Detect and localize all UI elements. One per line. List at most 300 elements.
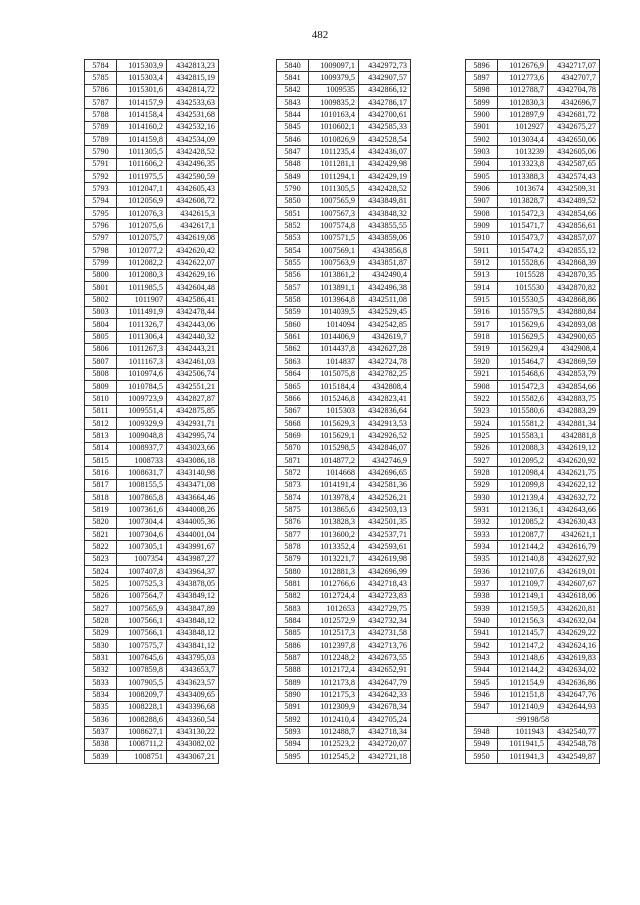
x-coordinate-cell: 1012773,6	[498, 72, 548, 84]
y-coordinate-cell: 4342724,78	[359, 356, 411, 368]
point-number-cell: 5796	[85, 220, 117, 232]
point-number-cell: 5922	[466, 393, 498, 405]
table-row	[466, 393, 600, 405]
y-coordinate-cell: 4342581,36	[359, 479, 411, 491]
x-coordinate-cell: 1012145,7	[498, 627, 548, 639]
y-coordinate-cell: 4343653,7	[167, 664, 219, 676]
x-coordinate-cell: 1013828,7	[498, 195, 548, 207]
y-coordinate-cell: 4343360,54	[167, 714, 219, 726]
y-coordinate-cell: 4343847,89	[167, 603, 219, 615]
y-coordinate-cell: 4342808,4	[359, 380, 411, 392]
y-coordinate-cell: 4342853,79	[548, 368, 600, 380]
point-number-cell: 5807	[85, 356, 117, 368]
y-coordinate-cell: 4342629,22	[548, 627, 600, 639]
table-row	[85, 738, 219, 750]
x-coordinate-cell: 1012140,8	[498, 553, 548, 565]
y-coordinate-cell: 4342836,64	[359, 405, 411, 417]
table-row	[85, 714, 219, 726]
x-coordinate-cell: 1012144,2	[498, 664, 548, 676]
x-coordinate-cell: 1015303,4	[117, 72, 167, 84]
y-coordinate-cell: 4342856,61	[548, 220, 600, 232]
point-number-cell: 5880	[277, 566, 309, 578]
table-row	[85, 245, 219, 257]
x-coordinate-cell: 1007571,5	[309, 232, 359, 244]
point-number-cell: 5815	[85, 455, 117, 467]
point-number-cell: 5885	[277, 627, 309, 639]
y-coordinate-cell: 4343023,66	[167, 442, 219, 454]
y-coordinate-cell: 4343849,12	[167, 590, 219, 602]
point-number-cell: 5787	[85, 97, 117, 109]
table-row	[466, 566, 600, 578]
point-number-cell: 5795	[85, 208, 117, 220]
table-row	[85, 652, 219, 664]
x-coordinate-cell: 1011306,4	[117, 331, 167, 343]
table-row	[85, 195, 219, 207]
table-row	[277, 109, 411, 121]
x-coordinate-cell: 1012676,9	[498, 60, 548, 72]
point-number-cell: 5913	[466, 269, 498, 281]
y-coordinate-cell: 4342870,35	[548, 269, 600, 281]
y-coordinate-cell: 4342704,78	[548, 84, 600, 96]
y-coordinate-cell: 4342506,74	[167, 368, 219, 380]
point-number-cell: 5882	[277, 590, 309, 602]
point-number-cell: 5883	[277, 603, 309, 615]
y-coordinate-cell: 4342619,08	[167, 232, 219, 244]
x-coordinate-cell: 1013352,4	[309, 541, 359, 553]
table-row	[277, 640, 411, 652]
y-coordinate-cell: 4342604,48	[167, 282, 219, 294]
table-row	[466, 455, 600, 467]
table-row	[277, 146, 411, 158]
y-coordinate-cell: 4342866,12	[359, 84, 411, 96]
y-coordinate-cell: 4342786,17	[359, 97, 411, 109]
point-number-cell: 5904	[466, 158, 498, 170]
x-coordinate-cell: 1007645,6	[117, 652, 167, 664]
y-coordinate-cell: 4342429,19	[359, 171, 411, 183]
table-row	[277, 356, 411, 368]
point-number-cell: 5937	[466, 578, 498, 590]
point-number-cell: 5915	[466, 294, 498, 306]
x-coordinate-cell: 1015629,4	[498, 343, 548, 355]
y-coordinate-cell: 4344008,26	[167, 504, 219, 516]
x-coordinate-cell: 1015528	[498, 269, 548, 281]
table-row	[277, 627, 411, 639]
x-coordinate-cell: 1011294,1	[309, 171, 359, 183]
x-coordinate-cell: 1012788,7	[498, 84, 548, 96]
x-coordinate-cell: 1012082,2	[117, 257, 167, 269]
x-coordinate-cell: 1013828,3	[309, 516, 359, 528]
point-number-cell: 5948	[466, 726, 498, 738]
y-coordinate-cell: 4342617,1	[167, 220, 219, 232]
x-coordinate-cell: 1011267,3	[117, 343, 167, 355]
x-coordinate-cell: 1009835,2	[309, 97, 359, 109]
point-number-cell: 5813	[85, 430, 117, 442]
table-row	[466, 504, 600, 516]
table-row	[466, 380, 600, 392]
y-coordinate-cell: 4342681,72	[548, 109, 600, 121]
table-row	[466, 109, 600, 121]
y-coordinate-cell: 4342621,1	[548, 529, 600, 541]
point-number-cell: 5808	[85, 368, 117, 380]
x-coordinate-cell: 1012724,4	[309, 590, 359, 602]
point-number-cell: 5790	[277, 183, 309, 195]
table-row	[277, 134, 411, 146]
point-number-cell: 5916	[466, 306, 498, 318]
y-coordinate-cell: 4342624,16	[548, 640, 600, 652]
point-number-cell: 5908	[466, 208, 498, 220]
point-number-cell: 5888	[277, 664, 309, 676]
point-number-cell: 5850	[277, 195, 309, 207]
table-row	[85, 158, 219, 170]
y-coordinate-cell: 4342718,34	[359, 726, 411, 738]
y-coordinate-cell: 4344005,36	[167, 516, 219, 528]
y-coordinate-cell: 4342620,92	[548, 455, 600, 467]
point-number-cell: 5881	[277, 578, 309, 590]
point-number-cell: 5914	[466, 282, 498, 294]
y-coordinate-cell: 4342870,82	[548, 282, 600, 294]
table-row	[85, 171, 219, 183]
table-row	[466, 751, 600, 763]
y-coordinate-cell: 4342700,61	[359, 109, 411, 121]
point-number-cell: 5816	[85, 467, 117, 479]
x-coordinate-cell: 1009551,4	[117, 405, 167, 417]
point-number-cell: 5911	[466, 245, 498, 257]
y-coordinate-cell: 4342869,59	[548, 356, 600, 368]
point-number-cell: 5822	[85, 541, 117, 553]
point-number-cell: 5810	[85, 393, 117, 405]
y-coordinate-cell: 4342854,66	[548, 208, 600, 220]
x-coordinate-cell: 1007563,9	[309, 257, 359, 269]
y-coordinate-cell: 4343086,18	[167, 455, 219, 467]
y-coordinate-cell: 4342489,52	[548, 195, 600, 207]
table-row	[277, 208, 411, 220]
table-row	[85, 442, 219, 454]
table-row	[277, 417, 411, 429]
table-row	[277, 195, 411, 207]
point-number-cell: 5794	[85, 195, 117, 207]
table-row	[85, 726, 219, 738]
x-coordinate-cell: 1011305,5	[117, 146, 167, 158]
table-row	[85, 677, 219, 689]
page-number: 482	[311, 29, 329, 41]
table-row	[277, 689, 411, 701]
table-row	[277, 492, 411, 504]
point-number-cell: 5854	[277, 245, 309, 257]
point-number-cell: 5853	[277, 232, 309, 244]
y-coordinate-cell: 4342501,35	[359, 516, 411, 528]
table-row	[466, 195, 600, 207]
point-number-cell: 5823	[85, 553, 117, 565]
table-row	[85, 492, 219, 504]
table-row	[277, 504, 411, 516]
point-number-cell: 5838	[85, 738, 117, 750]
table-row	[466, 529, 600, 541]
y-coordinate-cell: 4343623,57	[167, 677, 219, 689]
y-coordinate-cell: 4342605,43	[167, 183, 219, 195]
table-row	[277, 232, 411, 244]
x-coordinate-cell: 1012572,9	[309, 615, 359, 627]
x-coordinate-cell: 1012154,9	[498, 677, 548, 689]
point-number-cell: 5797	[85, 232, 117, 244]
y-coordinate-cell: 4342440,32	[167, 331, 219, 343]
table-row	[466, 553, 600, 565]
table-row	[466, 726, 600, 738]
point-number-cell: 5895	[277, 751, 309, 763]
table-row	[85, 146, 219, 158]
table-row	[466, 516, 600, 528]
y-coordinate-cell: 4342696,99	[359, 566, 411, 578]
x-coordinate-cell: 1013861,2	[309, 269, 359, 281]
x-coordinate-cell: 1012653	[309, 603, 359, 615]
point-number-cell: 5840	[277, 60, 309, 72]
y-coordinate-cell: 4342428,52	[359, 183, 411, 195]
x-coordinate-cell: 1012175,3	[309, 689, 359, 701]
x-coordinate-cell: 1007574,8	[309, 220, 359, 232]
point-number-cell: 5894	[277, 738, 309, 750]
x-coordinate-cell: 1014159,8	[117, 134, 167, 146]
point-number-cell: 5924	[466, 417, 498, 429]
y-coordinate-cell: 4344001,04	[167, 529, 219, 541]
table-row	[85, 405, 219, 417]
x-coordinate-cell: 1015583,1	[498, 430, 548, 442]
table-row	[277, 257, 411, 269]
x-coordinate-cell: 1008155,5	[117, 479, 167, 491]
x-coordinate-cell: 1007304,4	[117, 516, 167, 528]
point-number-cell: 5855	[277, 257, 309, 269]
table-row	[466, 158, 600, 170]
x-coordinate-cell: 1013674	[498, 183, 548, 195]
x-coordinate-cell: 1007565,9	[117, 603, 167, 615]
point-number-cell: 5906	[466, 183, 498, 195]
point-number-cell: 5886	[277, 640, 309, 652]
x-coordinate-cell: 1012410,4	[309, 714, 359, 726]
y-coordinate-cell: 4342593,61	[359, 541, 411, 553]
table-row	[277, 553, 411, 565]
x-coordinate-cell: 1015528,6	[498, 257, 548, 269]
x-coordinate-cell: 1012140,9	[498, 701, 548, 713]
x-coordinate-cell: 1015303,9	[117, 60, 167, 72]
y-coordinate-cell: 4342511,08	[359, 294, 411, 306]
table-row	[85, 393, 219, 405]
point-number-cell: 5847	[277, 146, 309, 158]
x-coordinate-cell: 1012095,2	[498, 455, 548, 467]
y-coordinate-cell: 4342461,03	[167, 356, 219, 368]
y-coordinate-cell: 4343841,12	[167, 640, 219, 652]
y-coordinate-cell: 4343396,68	[167, 701, 219, 713]
table-row	[466, 134, 600, 146]
table-row	[85, 208, 219, 220]
y-coordinate-cell: 4342696,7	[548, 97, 600, 109]
y-coordinate-cell: 4343067,21	[167, 751, 219, 763]
y-coordinate-cell: 4342429,98	[359, 158, 411, 170]
y-coordinate-cell: 4343878,05	[167, 578, 219, 590]
x-coordinate-cell: 1014837	[309, 356, 359, 368]
y-coordinate-cell: 4343987,27	[167, 553, 219, 565]
table-row	[277, 121, 411, 133]
coordinates-table-middle	[276, 59, 411, 764]
table-row	[466, 208, 600, 220]
y-coordinate-cell: 4342590,59	[167, 171, 219, 183]
x-coordinate-cell: 1015579,5	[498, 306, 548, 318]
point-number-cell: 5871	[277, 455, 309, 467]
point-number-cell: 5893	[277, 726, 309, 738]
y-coordinate-cell: 4342883,75	[548, 393, 600, 405]
point-number-cell: 5950	[466, 751, 498, 763]
table-row	[85, 134, 219, 146]
x-coordinate-cell: 1014094	[309, 319, 359, 331]
table-row	[85, 590, 219, 602]
x-coordinate-cell: 1012136,1	[498, 504, 548, 516]
point-number-cell: 5846	[277, 134, 309, 146]
x-coordinate-cell: 1013978,4	[309, 492, 359, 504]
x-coordinate-cell: 1012766,6	[309, 578, 359, 590]
x-coordinate-cell: 1013323,8	[498, 158, 548, 170]
table-row	[85, 689, 219, 701]
table-row	[466, 282, 600, 294]
table-row	[466, 245, 600, 257]
point-number-cell: 5812	[85, 417, 117, 429]
table-row	[277, 714, 411, 726]
point-number-cell: 5849	[277, 171, 309, 183]
point-number-cell: 5830	[85, 640, 117, 652]
y-coordinate-cell: 4342533,63	[167, 97, 219, 109]
table-row	[466, 319, 600, 331]
x-coordinate-cell: 1015580,6	[498, 405, 548, 417]
table-row	[277, 603, 411, 615]
table-row	[277, 72, 411, 84]
y-coordinate-cell: 4342972,73	[359, 60, 411, 72]
x-coordinate-cell: 1011941,3	[498, 751, 548, 763]
y-coordinate-cell: 4343848,12	[167, 627, 219, 639]
x-coordinate-cell: 1015472,3	[498, 208, 548, 220]
y-coordinate-cell: 4342540,77	[548, 726, 600, 738]
table-row	[277, 294, 411, 306]
point-number-cell: 5887	[277, 652, 309, 664]
y-coordinate-cell: 4342622,12	[548, 479, 600, 491]
x-coordinate-cell: 1011281,1	[309, 158, 359, 170]
y-coordinate-cell: 4342881,34	[548, 417, 600, 429]
x-coordinate-cell: 1012147,2	[498, 640, 548, 652]
y-coordinate-cell: 4342619,83	[548, 652, 600, 664]
x-coordinate-cell: 1011326,7	[117, 319, 167, 331]
point-number-cell: 5785	[85, 72, 117, 84]
x-coordinate-cell: 1012927	[498, 121, 548, 133]
point-number-cell: 5862	[277, 343, 309, 355]
y-coordinate-cell: 4342531,68	[167, 109, 219, 121]
x-coordinate-cell: 1007566,1	[117, 627, 167, 639]
point-number-cell: 5927	[466, 455, 498, 467]
point-number-cell: 5868	[277, 417, 309, 429]
point-number-cell: 5842	[277, 84, 309, 96]
table-row	[85, 640, 219, 652]
y-coordinate-cell: 4343991,67	[167, 541, 219, 553]
y-coordinate-cell: 4342643,66	[548, 504, 600, 516]
x-coordinate-cell: 1007354	[117, 553, 167, 565]
y-coordinate-cell: 4342868,86	[548, 294, 600, 306]
point-number-cell: 5856	[277, 269, 309, 281]
point-number-cell: 5940	[466, 615, 498, 627]
y-coordinate-cell: 4342615,3	[167, 208, 219, 220]
x-coordinate-cell: 1009048,8	[117, 430, 167, 442]
y-coordinate-cell: 4342620,42	[167, 245, 219, 257]
x-coordinate-cell: 1012159,5	[498, 603, 548, 615]
table-row	[85, 356, 219, 368]
x-coordinate-cell: 1015464,7	[498, 356, 548, 368]
table-row	[277, 343, 411, 355]
point-number-cell: 5941	[466, 627, 498, 639]
y-coordinate-cell: 4342616,79	[548, 541, 600, 553]
point-number-cell: 5901	[466, 121, 498, 133]
table-row	[277, 306, 411, 318]
x-coordinate-cell: 1007859,8	[117, 664, 167, 676]
table-row	[85, 72, 219, 84]
x-coordinate-cell: 1008209,7	[117, 689, 167, 701]
x-coordinate-cell: 1010602,1	[309, 121, 359, 133]
point-number-cell: 5809	[85, 380, 117, 392]
table-row	[277, 615, 411, 627]
table-row	[466, 701, 600, 713]
x-coordinate-cell: 1012545,2	[309, 751, 359, 763]
x-coordinate-cell: 1013034,4	[498, 134, 548, 146]
x-coordinate-cell: 1012144,2	[498, 541, 548, 553]
table-row	[466, 232, 600, 244]
x-coordinate-cell: 1013388,3	[498, 171, 548, 183]
x-coordinate-cell: 1007564,7	[117, 590, 167, 602]
table-row	[85, 578, 219, 590]
point-number-cell: 5821	[85, 529, 117, 541]
table-row	[277, 726, 411, 738]
y-coordinate-cell: 4343082,02	[167, 738, 219, 750]
table-row	[466, 541, 600, 553]
table-row	[85, 430, 219, 442]
x-coordinate-cell: 1008631,7	[117, 467, 167, 479]
y-coordinate-cell: 4342632,04	[548, 615, 600, 627]
x-coordinate-cell: 1010826,9	[309, 134, 359, 146]
x-coordinate-cell: 1015472,3	[498, 380, 548, 392]
y-coordinate-cell: 4342746,9	[359, 455, 411, 467]
point-number-cell: 5946	[466, 689, 498, 701]
point-number-cell: 5905	[466, 171, 498, 183]
point-number-cell: 5933	[466, 529, 498, 541]
y-coordinate-cell: 4342548,78	[548, 738, 600, 750]
y-coordinate-cell: 4342705,24	[359, 714, 411, 726]
y-coordinate-cell: 4342782,25	[359, 368, 411, 380]
table-row	[466, 652, 600, 664]
x-coordinate-cell: 1012085,2	[498, 516, 548, 528]
table-row	[85, 121, 219, 133]
y-coordinate-cell: 4342496,38	[359, 282, 411, 294]
y-coordinate-cell: 4342721,18	[359, 751, 411, 763]
coordinates-table-left	[84, 59, 219, 764]
x-coordinate-cell: 1009097,1	[309, 60, 359, 72]
point-number-cell: 5869	[277, 430, 309, 442]
x-coordinate-cell: 1014039,5	[309, 306, 359, 318]
point-number-cell: 5870	[277, 442, 309, 454]
x-coordinate-cell: 1011907	[117, 294, 167, 306]
x-coordinate-cell: 1015184,4	[309, 380, 359, 392]
y-coordinate-cell: 4343848,12	[167, 615, 219, 627]
table-row	[466, 343, 600, 355]
point-number-cell: 5909	[466, 220, 498, 232]
point-number-cell: 5860	[277, 319, 309, 331]
y-coordinate-cell: 4342629,16	[167, 269, 219, 281]
point-number-cell: 5851	[277, 208, 309, 220]
y-coordinate-cell: 4342855,12	[548, 245, 600, 257]
point-number-cell: 5945	[466, 677, 498, 689]
table-row	[85, 109, 219, 121]
point-number-cell: 5806	[85, 343, 117, 355]
point-number-cell: 5926	[466, 442, 498, 454]
